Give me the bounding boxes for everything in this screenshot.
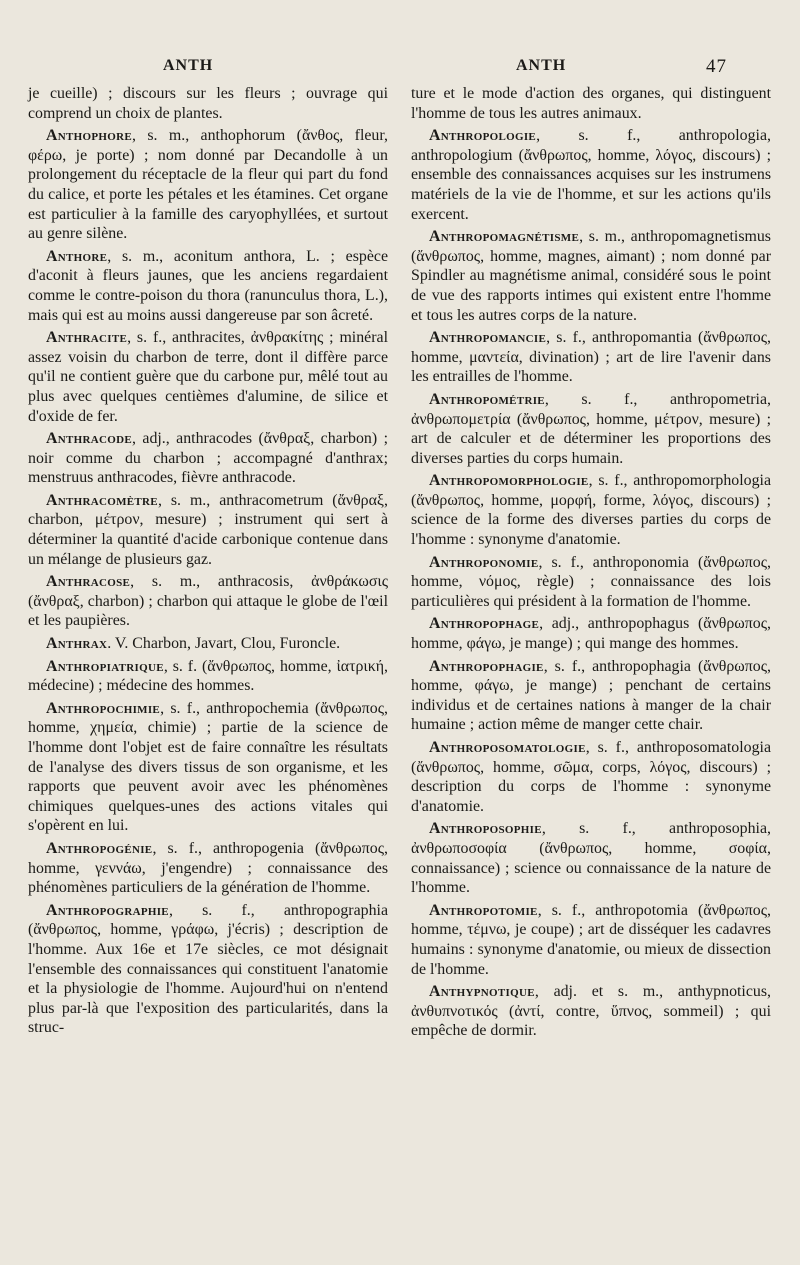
dictionary-entry [411, 819, 771, 897]
dictionary-entry [28, 699, 388, 836]
entry-text: , s. f., anthropogenia (ἄνθρωπος, homme, γεννάω, j'engendre) ; connaissance des phénomènes particuliers de la génération de l'homme. [28, 839, 388, 897]
entry-text: , s. f., anthropophagia (ἄνθρωπος, homme, φάγω, je mange) ; penchant de certains individus et de certaines nations à manger de la chair humaine ; action même de manger cette chair. [411, 657, 771, 734]
entry-text: , s. m., anthracosis, ἀνθράκωσις (ἄνθραξ, charbon) ; charbon qui attaque le globe de l'œil et les paupières. [28, 573, 388, 630]
dictionary-entry [28, 634, 388, 654]
entry-text: , s. f., anthropochemia (ἄνθρωπος, homme, χημεία, chimie) ; partie de la science de l'homme dont l'objet est de faire connaître les résultats de l'analyse des divers tissus de son organisme, et les rapports que peuvent avoir avec les phénomènes chimiques quelques-unes des actions vitales qui s'opèrent en lui. [28, 699, 388, 835]
entry-headword: Anthropologie [429, 127, 537, 145]
entry-headword: Anthrax [46, 635, 108, 653]
entry-headword: Anthroposomatologie [429, 739, 586, 756]
entry-headword: Anthropiatrique [46, 657, 164, 675]
entry-text: , s. f., anthropotomia (ἄνθρωπος, homme, τέμνω, je coupe) ; art de disséquer les cadavres humains : synonyme d'anatomie, ou mieux de dissection de l'homme. [411, 901, 771, 978]
entry-text: , s. f., anthropologia, anthropologium (ἄνθρωπος, homme, λόγος, discours) ; ensemble des connaissances acquises sur les instrumens matériels de la vie de l'homme, et sur les actions qu'ils exercent. [411, 127, 771, 223]
entry-text: . V. Charbon, Javart, Clou, Furoncle. [107, 635, 341, 653]
entry-headword: Anthropographie [46, 901, 169, 919]
entry-text: , s. f. (ἄνθρωπος, homme, ἰατρική, médecine) ; médecine des hommes. [28, 657, 388, 695]
left-running-head: ANTH [163, 57, 214, 74]
entry-text: , adj., anthracodes (ἄνθραξ, charbon) ; noir comme du charbon ; accompagné d'anthrax; menstruus anthracodes, fièvre anthracode. [28, 430, 388, 487]
dictionary-entry [28, 491, 388, 569]
entry-text: , s. f., anthroposomatologia (ἄνθρωπος, homme, σῶμα, corps, λόγος, discours) ; description du corps de l'homme : synonyme d'anatomie. [411, 739, 771, 815]
entry-text: ture et le mode d'action des organes, qui distinguent l'homme de tous les autres animaux. [411, 85, 771, 122]
dictionary-entry [28, 247, 388, 325]
dictionary-entry [411, 227, 771, 325]
left-column [28, 84, 388, 1041]
entry-headword: Anthroponomie [429, 553, 539, 571]
entry-text: , s. f., anthropographia (ἄνθρωπος, homme, γράφω, j'écris) ; description de l'homme. Aux 16e et 17e siècles, ce mot désignait l'ensemble des connaissances qui constituent l'anatomie et la physiologie de l'homme. Aujourd'hui on n'entend plus par-là que l'exposition des particularités, dans la struc- [28, 901, 388, 1037]
dictionary-entry [28, 84, 388, 123]
entry-headword: Anthracite [46, 329, 128, 347]
entry-text: , s. f., anthracites, ἀνθρακίτης ; minéral assez voisin du charbon de terre, dont il diffère parce qu'il ne contient guère que du carbone pur, mêlé tout au plus avec quelques centièmes d'alumine, de silice et d'oxide de fer. [28, 329, 388, 425]
dictionary-entry [411, 614, 771, 653]
dictionary-entry [411, 553, 771, 612]
dictionary-entry [411, 84, 771, 123]
entry-headword: Anthropomancie [429, 329, 547, 347]
entry-headword: Anthropométrie [429, 390, 545, 408]
page-number: 47 [706, 56, 727, 77]
entry-headword: Anthropogénie [46, 839, 153, 857]
dictionary-entry [411, 390, 771, 468]
entry-headword: Anthore [46, 247, 108, 265]
entry-headword: Anthropotomie [429, 901, 538, 919]
dictionary-entry [411, 328, 771, 387]
dictionary-entry [411, 657, 771, 735]
entry-headword: Anthracode [46, 430, 132, 448]
dictionary-entry [411, 126, 771, 224]
dictionary-entry [28, 328, 388, 426]
dictionary-entry [28, 839, 388, 898]
entry-text: , s. f., anthropomorphologia (ἄνθρωπος, homme, μορφή, forme, λόγος, discours) ; science de la forme des diverses parties du corps de l'homme : synonyme d'anatomie. [411, 472, 771, 549]
dictionary-entry [28, 429, 388, 488]
entry-text: , s. f., anthropometria, ἀνθρωπομετρία (ἄνθρωπος, homme, μέτρον, mesure) ; art de calculer et de déterminer les proportions des diverses parties du corps humain. [411, 390, 771, 467]
entry-text: , s. f., anthroposophia, ἀνθρωποσοφία (ἄνθρωπος, homme, σοφία, connaissance) ; science ou connaissance de la nature de l'homme. [411, 820, 771, 897]
right-running-head: ANTH [516, 57, 567, 74]
entry-text: , s. m., anthracometrum (ἄνθραξ, charbon, μέτρον, mesure) ; instrument qui sert à déterminer la quantité d'acide carbonique contenue dans un mélange de plusieurs gaz. [28, 491, 388, 568]
entry-headword: Anthropophage [429, 615, 540, 633]
entry-headword: Anthropomorphologie [429, 472, 589, 490]
dictionary-entry [28, 572, 388, 631]
entry-headword: Anthropochimie [46, 699, 161, 717]
right-column [411, 84, 771, 1044]
entry-text: , s. f., anthroponomia (ἄνθρωπος, homme, νόμος, règle) ; connaissance des lois particulières qui président à la formation de l'homme. [411, 553, 771, 610]
entry-headword: Anthropophagie [429, 657, 544, 675]
dictionary-entry [411, 738, 771, 816]
entry-headword: Anthypnotique [429, 983, 535, 1001]
dictionary-entry [411, 982, 771, 1041]
entry-headword: Anthropomagnétisme [429, 228, 580, 246]
dictionary-entry [28, 126, 388, 244]
entry-text: , adj., anthropophagus (ἄνθρωπος, homme, φάγω, je mange) ; qui mange des hommes. [411, 615, 771, 653]
entry-headword: Anthracomètre [46, 491, 158, 509]
entry-headword: Anthophore [46, 127, 132, 145]
dictionary-entry [411, 901, 771, 979]
entry-text: , s. m., anthropomagnetismus (ἄνθρωπος, homme, magnes, aimant) ; nom donné par Spindler au magnétisme animal, considéré sous le point de vue des rapports intimes qui existent entre l'homme et tous les autres corps de la nature. [411, 228, 771, 324]
entry-text: , adj. et s. m., anthypnoticus, ἀνθυπνοτικός (ἀντί, contre, ὕπνος, sommeil) ; qui empêche de dormir. [411, 983, 771, 1040]
entry-text: , s. m., anthophorum (ἄνθος, fleur, φέρω, je porte) ; nom donné par Decandolle à un prolongement du réceptacle de la fleur qui part du fond du calice, et porte les pétales et les étamines. Cet organe est particulier à la famille des caryophyllées, et surtout au genre silène. [28, 127, 388, 243]
entry-headword: Anthracose [46, 573, 131, 591]
dictionary-entry [28, 901, 388, 1038]
entry-text: , s. f., anthropomantia (ἄνθρωπος, homme, μαντεία, divination) ; art de lire l'avenir dans les entrailles de l'homme. [411, 329, 771, 386]
dictionary-entry [28, 657, 388, 696]
entry-text: je cueille) ; discours sur les fleurs ; ouvrage qui comprend un choix de plantes. [28, 85, 388, 122]
dictionary-entry [411, 471, 771, 549]
entry-headword: Anthroposophie [429, 820, 542, 838]
entry-text: , s. m., aconitum anthora, L. ; espèce d'aconit à fleurs jaunes, que les anciens regardaient comme le contre-poison du thora (ranunculus thora, L.), mais qui est au moins aussi dangereuse par son âcreté. [28, 247, 388, 324]
